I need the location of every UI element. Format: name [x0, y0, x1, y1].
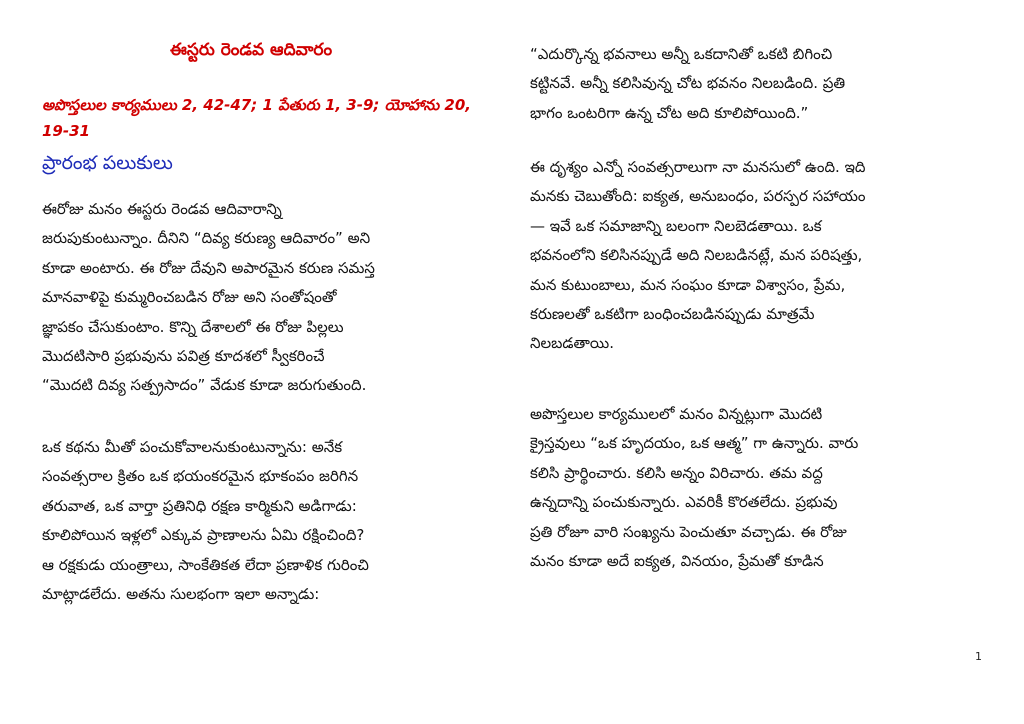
text-line: ఈరోజు మనం ఈస్టరు రెండవ ఆదివారాన్ని	[42, 200, 282, 218]
text-line: కట్టినవే. అన్నీ కలిసివున్న చోట భవనం నిలబడింది. ప్రతి	[530, 74, 846, 93]
text-line: సంవత్సరాల క్రితం ఒక భయంకరమైన భూకంపం జరిగిన	[42, 467, 359, 486]
text-line: కూడా అంటారు. ఈ రోజు దేవుని అపారమైన కరుణ సమస్త	[42, 258, 375, 277]
text-line: మానవాళిపై కుమ్మరించబడిన రోజు అని సంతోషంతో	[42, 288, 337, 307]
text-line: భాగం ఒంటరిగా ఉన్న చోట అది కూలిపోయింది.”	[530, 103, 809, 122]
text-line: — ఇవే ఒక సమాజాన్ని బలంగా నిలబెడతాయి. ఒక	[530, 216, 822, 235]
text-line: అపొస్తలుల కార్యములలో మనం విన్నట్లుగా మొదటి	[530, 405, 823, 423]
text-line: కలిసి ప్రార్థించారు. కలిసి అన్నం విరిచారు. తమ వద్ద	[530, 463, 823, 482]
text-line: “ఎదుర్కొన్న భవనాలు అన్నీ ఒకదానితో ఒకటి బిగించి	[530, 45, 833, 63]
text-line: క్రైస్తవులు “ఒక హృదయం, ఒక ఆత్మ” గా ఉన్నారు. వారు	[530, 434, 859, 453]
text-line: కరుణలతో ఒకటిగా బంధించబడినప్పుడు మాత్రమే	[530, 305, 815, 324]
page-title: ఈస్టరు రెండవ ఆదివారం	[170, 40, 333, 60]
page-number: 1	[975, 650, 982, 663]
text-line: నిలబడతాయి.	[530, 334, 614, 353]
text-line: భవనంలోని కలిసినప్పుడే అది నిలబడినట్లే, మన పరిషత్తు,	[530, 246, 863, 265]
text-line: మన కుటుంబాలు, మన సంఘం కూడా విశ్వాసం, ప్రేమ,	[530, 275, 846, 294]
text-line: తరువాత, ఒక వార్తా ప్రతినిధి రక్షణ కార్మికుని అడిగాడు:	[42, 496, 357, 515]
readings-line: 19-31	[42, 122, 90, 140]
text-line: ఒక కథను మీతో పంచుకోవాలనుకుంటున్నాను: అనేక	[42, 438, 343, 456]
paragraph	[530, 400, 858, 576]
readings-line: అపొస్తలుల కార్యములు 2, 42-47; 1 పేతురు 1, 3-9; యోహాను 20,	[42, 96, 471, 114]
text-line: జ్ఞాపకం చేసుకుంటాం. కొన్ని దేశాలలో ఈ రోజు పిల్లలు	[42, 317, 344, 336]
text-line: ఉన్నదాన్ని పంచుకున్నారు. ఎవరికీ కొరతలేదు. ప్రభువు	[530, 493, 838, 512]
text-line: జరుపుకుంటున్నాం. దీనిని “దివ్య కరుణ్య ఆదివారం” అని	[42, 229, 371, 248]
text-line: “మొదటి దివ్య సత్ప్రసాదం” వేడుక కూడా జరుగుతుంది.	[42, 376, 367, 395]
paragraph	[42, 195, 375, 401]
paragraph	[42, 433, 369, 609]
text-line: మనకు చెబుతోంది: ఐక్యత, అనుబంధం, పరస్పర సహాయం	[530, 187, 866, 206]
paragraph	[530, 40, 845, 128]
text-line: మొదటిసారి ప్రభువును పవిత్ర కూదశలో స్వీకరించే	[42, 347, 325, 366]
text-line: ప్రతి రోజూ వారి సంఖ్యను పెంచుతూ వచ్చాడు. ఈ రోజు	[530, 522, 847, 541]
text-line: మాట్లాడలేదు. అతను సులభంగా ఇలా అన్నాడు:	[42, 585, 320, 604]
scripture-readings	[42, 92, 500, 144]
paragraph	[530, 153, 866, 359]
section-heading: ప్రారంభ పలుకులు	[42, 152, 173, 174]
text-line: కూలిపోయిన ఇళ్లలో ఎక్కువ ప్రాణాలను ఏమి రక్షించింది?	[42, 526, 365, 545]
text-line: ఈ దృశ్యం ఎన్నో సంవత్సరాలుగా నా మనసులో ఉంది. ఇది	[530, 158, 866, 176]
text-line: ఆ రక్షకుడు యంత్రాలు, సాంకేతికత లేదా ప్రణాళిక గురించి	[42, 555, 369, 574]
text-line: మనం కూడా అదే ఐక్యత, వినయం, ప్రేమతో కూడిన	[530, 552, 824, 571]
